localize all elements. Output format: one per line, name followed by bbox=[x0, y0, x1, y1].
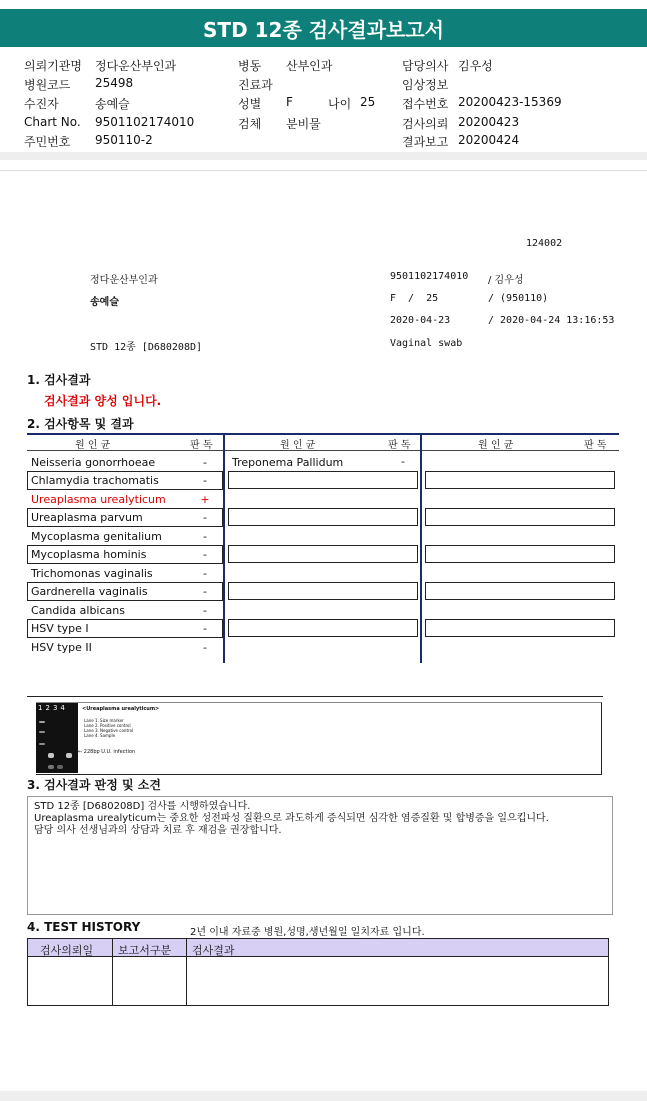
col3-result-header: 판 독 bbox=[584, 440, 607, 451]
pathogen-name: HSV type II bbox=[31, 641, 92, 654]
col3-pathogen-header: 원 인 균 bbox=[478, 440, 514, 451]
table-header-rule bbox=[27, 450, 619, 451]
history-table bbox=[27, 938, 609, 1006]
header-divider-line bbox=[0, 170, 647, 171]
section3-title: 3. 검사결과 판정 및 소견 bbox=[27, 778, 161, 792]
value-resident-no: 950110-2 bbox=[95, 133, 153, 147]
pathogen-result: - bbox=[401, 455, 405, 468]
label-age: 나이 bbox=[328, 97, 352, 111]
label-resident-no: 주민번호 bbox=[24, 135, 71, 149]
empty-cell bbox=[228, 619, 418, 637]
history-col-divider bbox=[186, 939, 187, 1005]
table-row bbox=[228, 453, 418, 472]
col2-result-header: 판 독 bbox=[388, 440, 411, 451]
history-header-request-date: 검사의뢰일 bbox=[40, 944, 94, 957]
table-row bbox=[27, 601, 223, 620]
report-specimen: Vaginal swab bbox=[390, 338, 463, 349]
pathogen-name: Ureaplasma urealyticum bbox=[31, 493, 166, 506]
label-department: 진료과 bbox=[238, 78, 273, 92]
value-specimen: 분비물 bbox=[286, 117, 321, 131]
pathogen-name: Neisseria gonorrhoeae bbox=[31, 456, 156, 469]
label-report-date: 결과보고 bbox=[402, 135, 449, 149]
pathogen-name: Gardnerella vaginalis bbox=[31, 585, 148, 598]
label-hospital-code: 병원코드 bbox=[24, 78, 71, 92]
label-receipt-no: 접수번호 bbox=[402, 97, 449, 111]
pathogen-result: - bbox=[203, 604, 207, 617]
history-col-divider bbox=[112, 939, 113, 1005]
pathogen-name: Ureaplasma parvum bbox=[31, 511, 143, 524]
section1-result: 검사결과 양성 입니다. bbox=[44, 394, 162, 408]
pathogen-result: - bbox=[203, 474, 207, 487]
report-code: 124002 bbox=[526, 238, 563, 249]
gel-lane-numbers bbox=[38, 704, 68, 712]
value-doctor: 김우성 bbox=[458, 59, 493, 73]
label-requesting-org: 의뢰기관명 bbox=[24, 59, 82, 73]
col1-result-header: 판 독 bbox=[190, 440, 213, 451]
value-chart-no: 9501102174010 bbox=[95, 115, 195, 129]
table-col-divider-2 bbox=[420, 433, 422, 663]
report-request-date: 2020-04-23 bbox=[390, 315, 451, 326]
pathogen-result: - bbox=[203, 641, 207, 654]
table-row bbox=[27, 564, 223, 583]
empty-cell bbox=[425, 545, 615, 563]
value-ward: 산부인과 bbox=[286, 59, 333, 73]
value-patient: 송예슬 bbox=[95, 97, 130, 111]
label-chart-no: Chart No. bbox=[24, 115, 81, 129]
pathogen-name: Treponema Pallidum bbox=[232, 456, 344, 469]
gel-band bbox=[48, 753, 54, 758]
table-row-positive bbox=[27, 490, 223, 509]
gel-panel-top-rule bbox=[27, 696, 603, 697]
col2-pathogen-header: 원 인 균 bbox=[280, 440, 316, 451]
value-age: 25 bbox=[360, 95, 376, 109]
footer-band bbox=[0, 1091, 647, 1101]
value-receipt-no: 20200423-15369 bbox=[458, 95, 562, 109]
table-top-rule bbox=[27, 433, 619, 435]
gel-band bbox=[39, 721, 45, 723]
opinion-text bbox=[34, 801, 549, 837]
pathogen-result: + bbox=[200, 493, 210, 506]
pathogen-result: - bbox=[203, 585, 207, 598]
gel-band bbox=[66, 753, 72, 758]
table-row bbox=[27, 508, 223, 527]
gel-band bbox=[39, 743, 45, 745]
table-row bbox=[27, 527, 223, 546]
report-datetime: / 2020-04-24 13:16:53 bbox=[488, 315, 615, 326]
opinion-line: STD 12종 [D680208D] 검사를 시행하였습니다. bbox=[34, 801, 251, 812]
label-clinical-info: 임상정보 bbox=[402, 78, 449, 92]
table-col-divider-1 bbox=[223, 433, 225, 663]
opinion-line: 담당 의사 선생님과의 상담과 치료 후 재검을 권장합니다. bbox=[34, 825, 282, 836]
section2-title: 2. 검사항목 및 결과 bbox=[27, 417, 134, 431]
label-doctor: 담당의사 bbox=[402, 59, 449, 73]
gel-legend-item: Lane 1. Size marker bbox=[84, 718, 124, 723]
value-hospital-code: 25498 bbox=[95, 76, 134, 90]
empty-cell bbox=[228, 545, 418, 563]
table-row bbox=[27, 619, 223, 638]
gel-title: <Ureaplasma urealyticum> bbox=[82, 706, 160, 712]
table-row bbox=[27, 453, 223, 472]
pathogen-result: - bbox=[203, 456, 207, 469]
table-row bbox=[27, 471, 223, 490]
gel-lane-number: 1 bbox=[38, 704, 46, 712]
report-test-name: STD 12종 [D680208D] bbox=[90, 342, 203, 353]
gel-lane-number: 3 bbox=[52, 704, 61, 712]
empty-cell bbox=[228, 508, 418, 526]
report-sex-age: F / 25 bbox=[390, 293, 439, 304]
empty-cell bbox=[228, 471, 418, 489]
opinion-line: Ureaplasma urealyticum는 중요한 성전파성 질환으로 과도하게 증식되면 심각한 염증질환 및 합병증을 일으킵니다. bbox=[34, 813, 549, 824]
report-patient: 송예슬 bbox=[90, 297, 119, 308]
table-row bbox=[27, 638, 223, 657]
gel-image bbox=[36, 703, 78, 773]
empty-cell bbox=[425, 582, 615, 600]
pathogen-result: - bbox=[203, 530, 207, 543]
report-title-bar bbox=[0, 9, 647, 47]
gel-legend-item: Lane 3. Negative control bbox=[84, 728, 134, 733]
empty-cell bbox=[425, 471, 615, 489]
header-divider-band bbox=[0, 152, 647, 160]
gel-band bbox=[39, 731, 45, 733]
pathogen-name: Mycoplasma genitalium bbox=[31, 530, 162, 543]
report-hospital: 정다운산부인과 bbox=[90, 275, 158, 286]
gel-legend-item: Lane 4. Sample bbox=[84, 733, 116, 738]
col1-pathogen-header: 원 인 균 bbox=[75, 440, 111, 451]
section4-note: 2년 이내 자료중 병원,성명,생년월일 일치자료 입니다. bbox=[190, 927, 425, 938]
table-row bbox=[27, 545, 223, 564]
value-request-date: 20200423 bbox=[458, 115, 520, 129]
pathogen-name: HSV type I bbox=[31, 622, 89, 635]
pathogen-name: Chlamydia trachomatis bbox=[31, 474, 159, 487]
empty-cell bbox=[228, 582, 418, 600]
label-request-date: 검사의뢰 bbox=[402, 117, 449, 131]
report-doctor: / 김우성 bbox=[488, 275, 524, 286]
history-header-result: 검사결과 bbox=[192, 944, 235, 957]
label-patient: 수진자 bbox=[24, 97, 59, 111]
gel-band-label: ← 228bp U.U. infection bbox=[78, 749, 136, 755]
gel-band bbox=[57, 765, 63, 769]
gel-lane-number: 4 bbox=[60, 704, 68, 712]
report-title: STD 12종 검사결과보고서 bbox=[203, 17, 444, 42]
label-specimen: 검체 bbox=[238, 117, 262, 131]
pathogen-result: - bbox=[203, 548, 207, 561]
history-header-row bbox=[28, 939, 608, 957]
value-report-date: 20200424 bbox=[458, 133, 520, 147]
gel-legend bbox=[84, 718, 133, 738]
gel-lane-number: 2 bbox=[45, 704, 53, 712]
section1-title: 1. 검사결과 bbox=[27, 373, 91, 387]
pathogen-name: Candida albicans bbox=[31, 604, 125, 617]
pathogen-result: - bbox=[203, 567, 207, 580]
value-requesting-org: 정다운산부인과 bbox=[95, 59, 177, 73]
gel-legend-item: Lane 2. Positive control bbox=[84, 723, 131, 728]
gel-panel bbox=[36, 702, 602, 775]
value-sex: F bbox=[286, 95, 293, 109]
opinion-box bbox=[27, 796, 613, 915]
pathogen-name: Trichomonas vaginalis bbox=[31, 567, 153, 580]
report-birth: / (950110) bbox=[488, 293, 549, 304]
report-chart-no: 9501102174010 bbox=[390, 271, 469, 282]
pathogen-result: - bbox=[203, 511, 207, 524]
section4-title: 4. TEST HISTORY bbox=[27, 920, 141, 934]
empty-cell bbox=[425, 619, 615, 637]
pathogen-name: Mycoplasma hominis bbox=[31, 548, 147, 561]
table-row bbox=[27, 582, 223, 601]
gel-band bbox=[48, 765, 54, 769]
pathogen-result: - bbox=[203, 622, 207, 635]
label-sex: 성별 bbox=[238, 97, 262, 111]
history-header-report-type: 보고서구분 bbox=[118, 944, 172, 957]
empty-cell bbox=[425, 508, 615, 526]
label-ward: 병동 bbox=[238, 59, 262, 73]
